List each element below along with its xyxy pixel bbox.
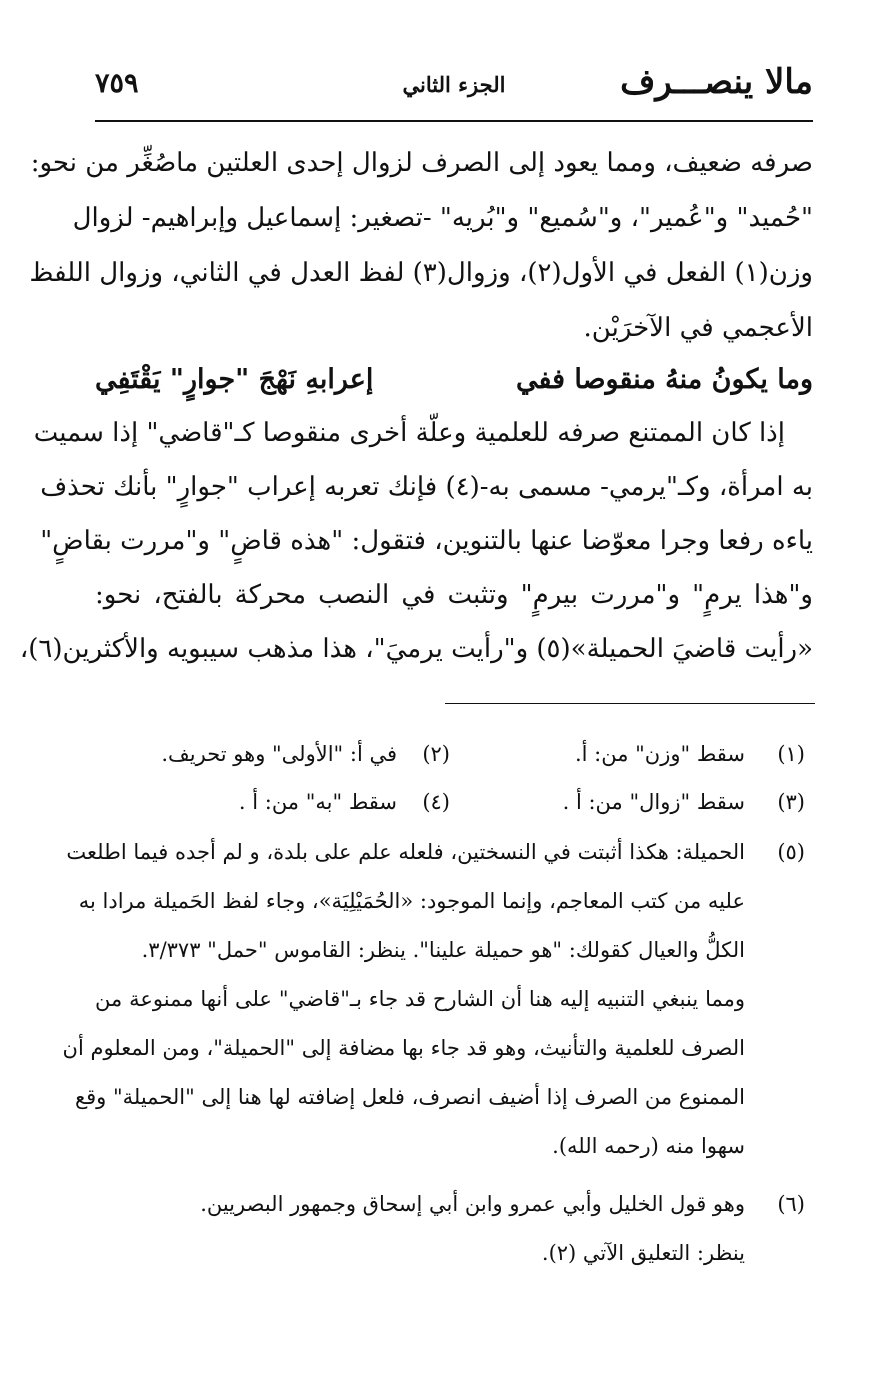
text-line: الأعجمي في الآخرَيْن. (583, 313, 813, 343)
verse-hemistich-1: وما يكونُ منهُ منقوصا ففي (515, 364, 813, 395)
footnote-text: سقط "به" من: أ . (238, 790, 397, 814)
main-text (19, 0, 813, 700)
commentary-line: ياءه رفعا وجرا معوّضا عنها بالتنوين، فتقول: "هذه قاضٍ" و"مررت بقاضٍ" (40, 526, 813, 556)
text-line: صرفه ضعيف، ومما يعود إلى الصرف لزوال إحدى العلتين ماصُغِّر من نحو: (30, 148, 813, 178)
footnote-line: عليه من كتب المعاجم، وإنما الموجود: «الحُمَيْلِيَة»، وجاء لفظ الحَميلة مرادا به (78, 889, 745, 913)
footnote-line: الحميلة: هكذا أثبتت في النسختين، فلعله علم على بلدة، و لم أجده فيما اطلعت (66, 840, 745, 864)
footnote-line: الكلُّ والعيال كقولك: "هو حميلة علينا". ينظر: القاموس "حمل" ٣/٣٧٣. (141, 938, 745, 962)
part-label: الجزء الثاني (402, 72, 506, 97)
commentary-line: «رأيت قاضيَ الحميلة»(٥) و"رأيت يرميَ"، هذا مذهب سيبويه والأكثرين(٦)، (19, 634, 813, 664)
chapter-title: مالا ينصـــرف (620, 62, 813, 102)
footnote-number: (٢) (422, 742, 450, 766)
footnote-number: (١) (777, 742, 805, 766)
footnote-text: سقط "وزن" من: أ. (574, 742, 745, 766)
footnote-separator (445, 703, 815, 704)
footnote-text: سقط "زوال" من: أ . (562, 790, 745, 814)
commentary-line: و"هذا يرمٍ" و"مررت بيرمٍ" وتثبت في النصب محركة بالفتح، نحو: (95, 580, 813, 610)
footnote-number: (٤) (422, 790, 450, 814)
commentary-line: به امرأة، وكـ"يرمي- مسمى به-(٤) فإنك تعربه إعراب "جوارٍ" بأنك تحذف (40, 472, 813, 502)
footnote-number: (٥) (777, 840, 805, 864)
footnote-line: وهو قول الخليل وأبي عمرو وابن أبي إسحاق وجمهور البصريين. (200, 1192, 745, 1216)
text-line: "حُميد" و"عُمير"، و"سُميع" و"بُريه" -تصغير: إسماعيل وإبراهيم- لزوال (72, 203, 813, 233)
footnote-line: الصرف للعلمية والتأنيث، وهو قد جاء بها مضافة إلى "الحميلة"، ومن المعلوم أن (62, 1036, 745, 1060)
verse-hemistich-2: إعرابهِ نَهْجَ "جوارٍ" يَقْتَفِي (95, 364, 374, 395)
text-line: وزن(١) الفعل في الأول(٢)، وزوال(٣) لفظ العدل في الثاني، وزوال اللفظ (29, 258, 813, 288)
footnote-line: الممنوع من الصرف إذا أضيف انصرف، فلعل إضافته لها هنا إلى "الحميلة" وقع (74, 1085, 745, 1109)
footnote-number: (٦) (777, 1192, 805, 1216)
footnote-line: ومما ينبغي التنبيه إليه هنا أن الشارح قد جاء بـ"قاضي" على أنها ممنوعة من (95, 987, 745, 1011)
footnote-line: ينظر: التعليق الآتي (٢). (541, 1241, 745, 1265)
page-number: ٧٥٩ (95, 68, 139, 99)
footnote-line: سهوا منه (رحمه الله). (552, 1134, 745, 1158)
footnote-text: في أ: "الأولى" وهو تحريف. (161, 742, 397, 766)
commentary-line: إذا كان الممتنع صرفه للعلمية وعلّة أخرى منقوصا كـ"قاضي" إذا سميت (33, 418, 785, 448)
footnote-number: (٣) (777, 790, 805, 814)
